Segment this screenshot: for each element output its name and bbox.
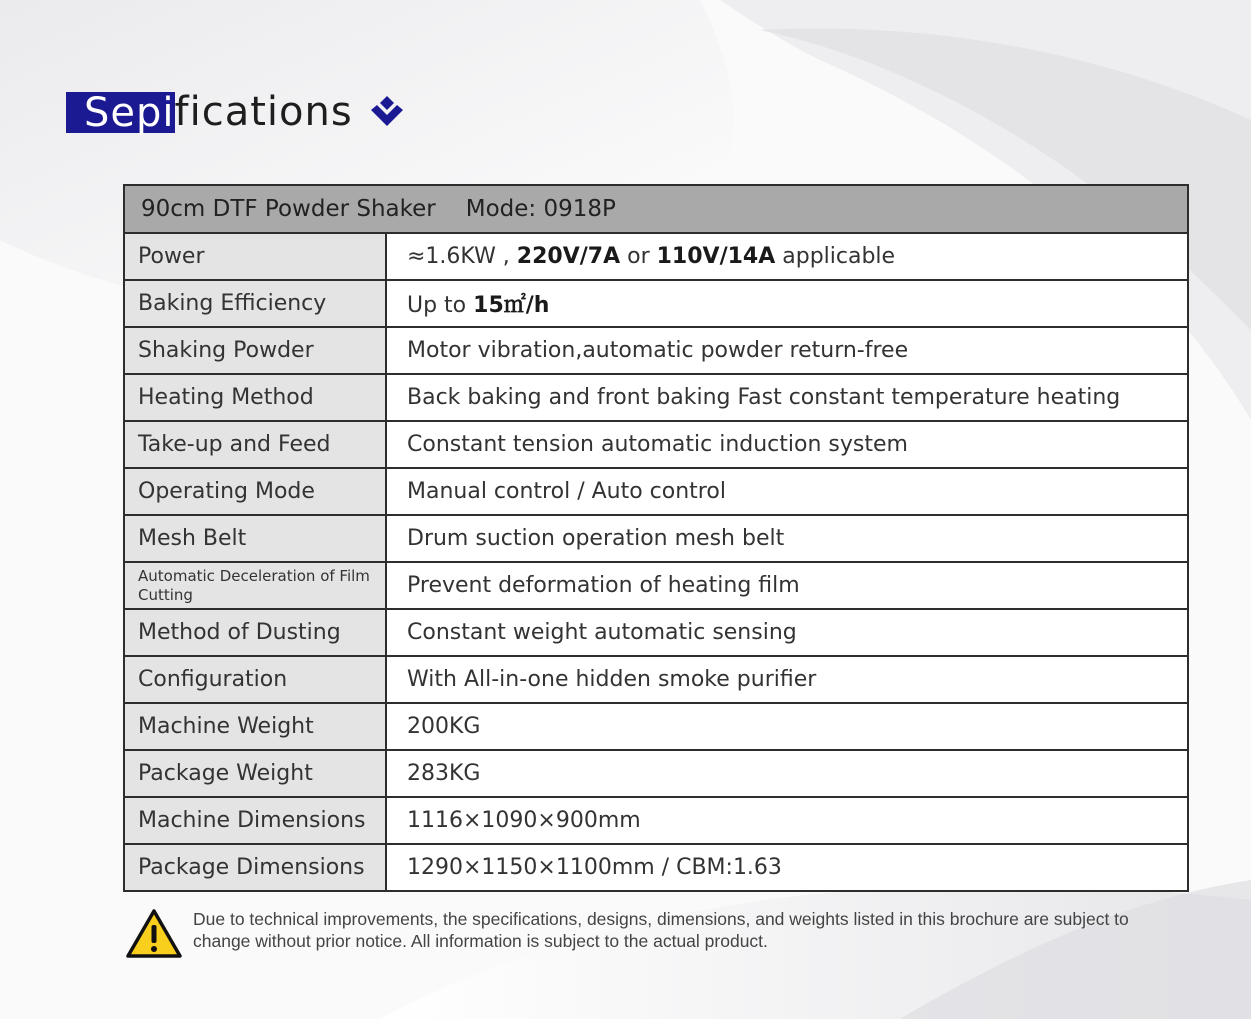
disclaimer-text: Due to technical improvements, the specifications, designs, dimensions, and weights listed in this brochure are subject to change without prior notice. All information is subject to the actual product. [193, 909, 1129, 951]
table-row [124, 327, 1188, 374]
table-row [124, 280, 1188, 327]
table-row [124, 656, 1188, 703]
row-label: Automatic Deceleration of Film Cutting [124, 562, 386, 609]
row-value: Drum suction operation mesh belt [386, 515, 1188, 562]
row-label: Baking Efficiency [124, 280, 386, 327]
table-row [124, 609, 1188, 656]
row-label: Package Weight [124, 750, 386, 797]
table-row [124, 703, 1188, 750]
specifications-table [123, 184, 1189, 892]
row-label: Take-up and Feed [124, 421, 386, 468]
disclaimer-notice [125, 908, 1185, 960]
row-value: Manual control / Auto control [386, 468, 1188, 515]
value-text: applicable [775, 244, 896, 269]
header-model: 90cm DTF Powder Shaker [141, 196, 436, 222]
row-value: 1116×1090×900mm [386, 797, 1188, 844]
row-value [386, 233, 1188, 280]
table-row [124, 797, 1188, 844]
value-bold: 220V/7A [516, 244, 621, 269]
table-header [124, 185, 1188, 233]
table-row [124, 374, 1188, 421]
row-label: Power [124, 233, 386, 280]
value-text: Up to [407, 293, 474, 318]
row-label: Machine Weight [124, 703, 386, 750]
value-bold: 110V/14A [656, 244, 776, 269]
value-text: or [620, 244, 657, 269]
row-label: Package Dimensions [124, 844, 386, 891]
table-row [124, 562, 1188, 609]
row-value: Back baking and front baking Fast constant temperature heating [386, 374, 1188, 421]
table-row [124, 468, 1188, 515]
row-label: Configuration [124, 656, 386, 703]
row-label: Shaking Powder [124, 327, 386, 374]
warning-icon [125, 908, 183, 960]
value-bold: 15㎡/h [473, 293, 550, 318]
row-value: Prevent deformation of heating film [386, 562, 1188, 609]
header-mode: Mode: 0918P [465, 196, 616, 222]
row-value: Constant weight automatic sensing [386, 609, 1188, 656]
table-row [124, 750, 1188, 797]
row-value [386, 280, 1188, 327]
row-value: Motor vibration,automatic powder return-free [386, 327, 1188, 374]
row-label: Operating Mode [124, 468, 386, 515]
row-label: Machine Dimensions [124, 797, 386, 844]
row-value: 283KG [386, 750, 1188, 797]
table-row [124, 421, 1188, 468]
row-value: With All-in-one hidden smoke purifier [386, 656, 1188, 703]
title-highlight: Sepi [66, 92, 175, 133]
row-value: 1290×1150×1100mm / CBM:1.63 [407, 855, 782, 880]
row-label: Mesh Belt [124, 515, 386, 562]
table-row [124, 515, 1188, 562]
chevron-down-icon [365, 90, 409, 134]
value-text: ≈1.6KW , [407, 244, 517, 269]
table-row [124, 233, 1188, 280]
title-rest: fications [174, 89, 353, 135]
row-value: 200KG [386, 703, 1188, 750]
row-value: Constant tension automatic induction system [386, 421, 1188, 468]
table-header-row [124, 185, 1188, 233]
row-label: Method of Dusting [124, 609, 386, 656]
row-label: Heating Method [124, 374, 386, 421]
table-row [124, 844, 1188, 891]
page-title [66, 90, 409, 134]
